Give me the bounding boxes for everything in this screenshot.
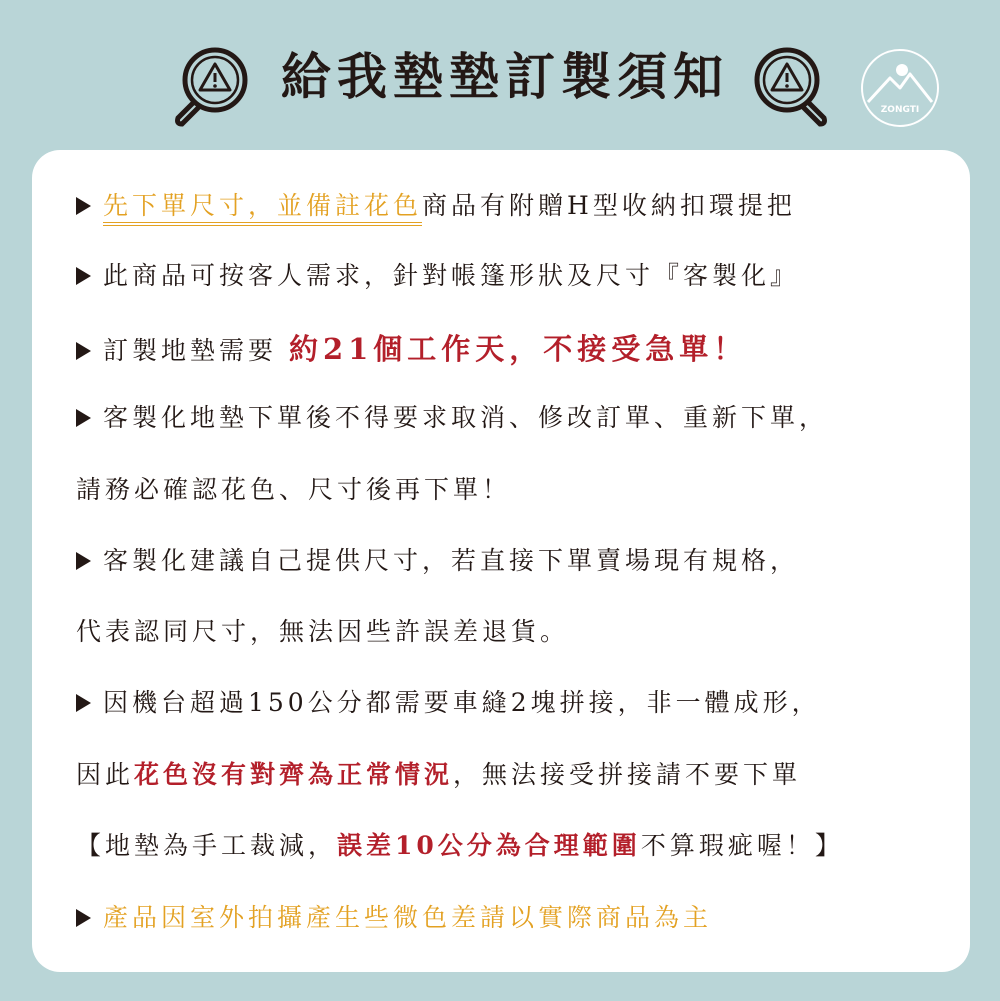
notice-line-11 (76, 898, 712, 938)
notice-line-8 (76, 683, 821, 723)
bullet-triangle-icon (76, 342, 91, 360)
notice-text: 商品有附贈H型收納扣環提把 (422, 191, 796, 220)
notice-line-4 (76, 398, 828, 438)
notice-line-7 (76, 612, 569, 652)
logo (856, 44, 944, 132)
notice-text: 訂製地墊需要 (103, 336, 289, 365)
bullet-triangle-icon (76, 267, 91, 285)
notice-text: ，無法接受拼接請不要下單 (453, 760, 802, 789)
logo-text: ZONGTI (880, 105, 920, 115)
notice-line-10 (76, 826, 844, 866)
notice-text: 請務必確認花色、尺寸後再下單！ (76, 475, 512, 504)
warning-magnifier-icon (752, 42, 832, 132)
bullet-triangle-icon (76, 552, 91, 570)
notice-text: 此商品可按客人需求，針對帳篷形狀及尺寸『客製化』 (103, 261, 800, 290)
bullet-triangle-icon (76, 409, 91, 427)
notice-text: 【地墊為手工裁減， (76, 831, 338, 860)
header (0, 0, 1000, 148)
lead-time-warning: 約21個工作天，不接受急單！ (288, 332, 748, 366)
notice-text: 因此 (76, 760, 135, 789)
notice-line-2 (76, 256, 799, 296)
color-difference-note: 產品因室外拍攝產生些微色差請以實際商品為主 (103, 903, 713, 932)
bullet-triangle-icon (76, 909, 91, 927)
bullet-triangle-icon (76, 694, 91, 712)
notice-line-6 (76, 541, 799, 581)
tolerance-warning: 誤差10公分為合理範圍 (337, 831, 641, 860)
notice-text: 不算瑕疵喔！】 (640, 831, 844, 860)
notice-text: 客製化建議自己提供尺寸，若直接下單賣場現有規格， (103, 546, 800, 575)
bullet-triangle-icon (76, 197, 91, 215)
notice-line-9 (76, 755, 801, 795)
notice-text: 因機台超過150公分都需要車縫2塊拼接，非一體成形， (103, 688, 821, 717)
notice-text: 客製化地墊下單後不得要求取消、修改訂單、重新下單， (103, 403, 829, 432)
page-title: 給我墊墊訂製須知 (281, 47, 729, 106)
notice-line-3 (76, 329, 747, 369)
warning-magnifier-icon (170, 42, 250, 132)
pattern-alignment-warning: 花色沒有對齊為正常情況 (134, 760, 454, 789)
notice-text: 代表認同尺寸，無法因些許誤差退貨。 (76, 617, 570, 646)
notice-line-5 (76, 470, 511, 510)
highlight-size-color: 先下單尺寸，並備註花色 (103, 191, 422, 226)
notice-line-1 (76, 186, 796, 226)
